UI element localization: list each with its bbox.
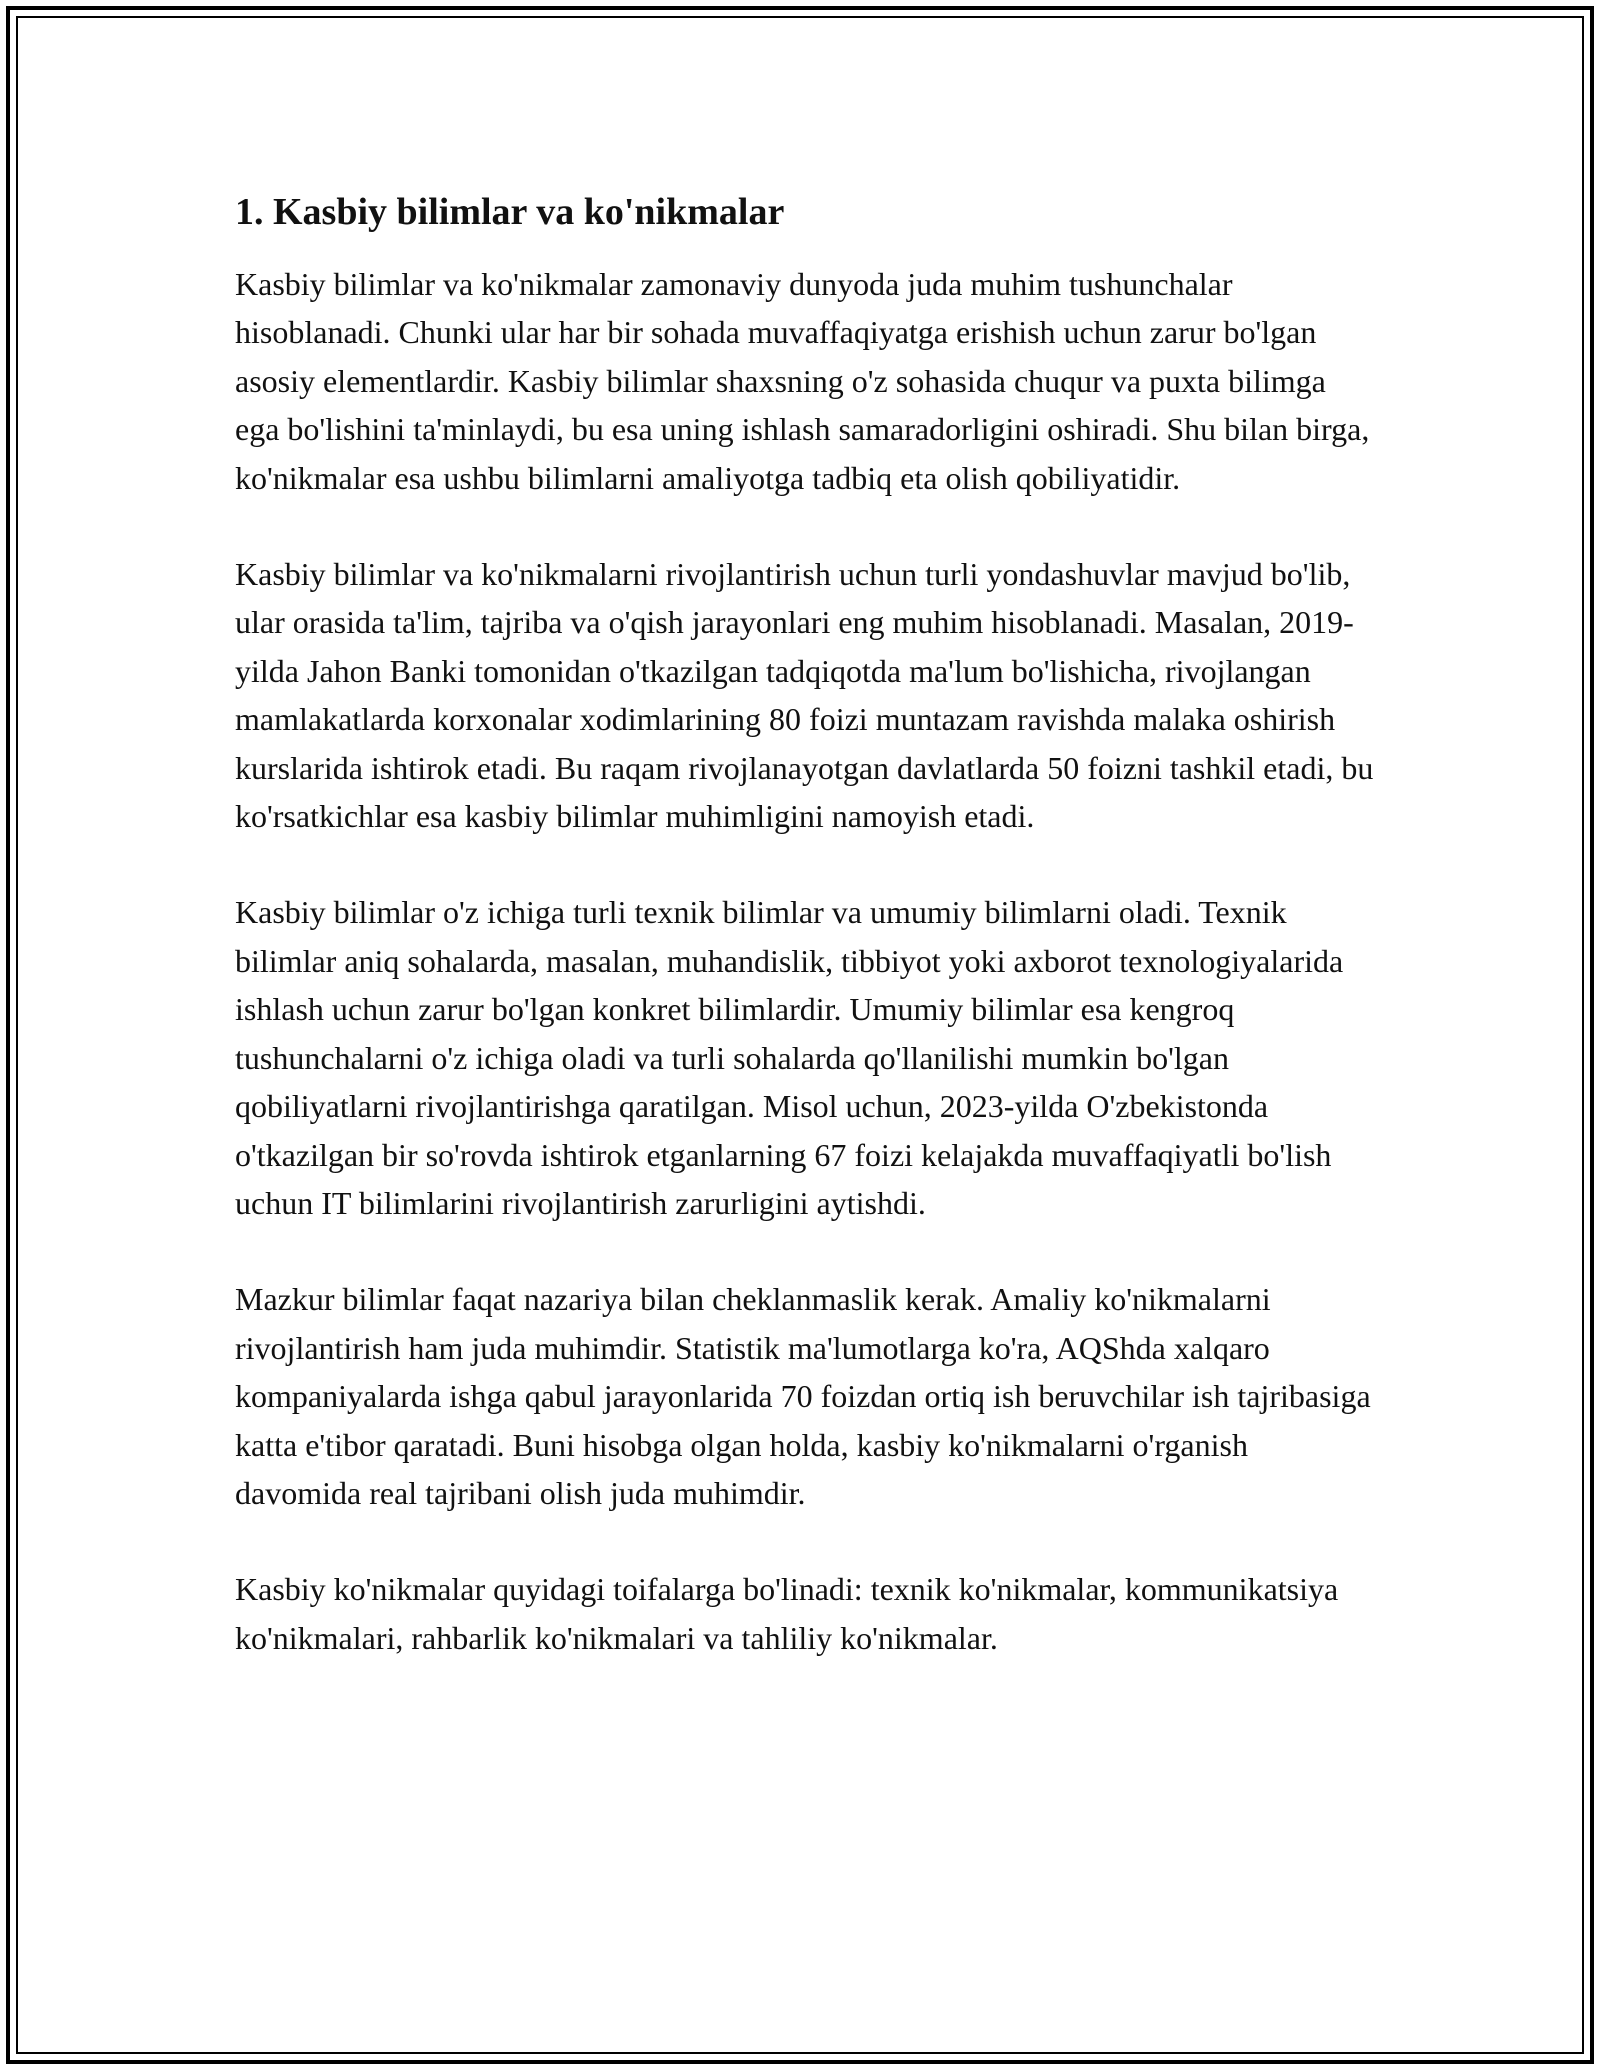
paragraph-5: Kasbiy ko'nikmalar quyidagi toifalarga bo'linadi: texnik ko'nikmalar, kommunikatsiya ko'nikmalari, rahbarlik ko'nikmalari va tahliliy ko'nikmalar. (235, 1571, 1339, 1656)
paragraph-4: Mazkur bilimlar faqat nazariya bilan cheklanmaslik kerak. Amaliy ko'nikmalarni rivojlantirish ham juda muhimdir. Statistik ma'lumotlarga ko'ra, AQShda xalqaro kompaniyalarda ishga qabul jarayonlarida 70 foizdan ortiq ish beruvchilar ish tajribasiga katta e'tibor qaratadi. Buni hisobga olgan holda, kasbiy ko'nikmalarni o'rganish davomida real tajribani olish juda muhimdir. (235, 1281, 1371, 1511)
section-heading: 1. Kasbiy bilimlar va ko'nikmalar (235, 191, 785, 233)
paragraph-2: Kasbiy bilimlar va ko'nikmalarni rivojlantirish uchun turli yondashuvlar mavjud bo'lib, ular orasida ta'lim, tajriba va o'qish jarayonlari eng muhim hisoblanadi. Masalan, 2019-yilda Jahon Banki tomonidan o'tkazilgan tadqiqotda ma'lum bo'lishicha, rivojlangan mamlakatlarda korxonalar xodimlarining 80 foizi muntazam ravishda malaka oshirish kurslarida ishtirok etadi. Bu raqam rivojlanayotgan davlatlarda 50 foizni tashkil etadi, bu ko'rsatkichlar esa kasbiy bilimlar muhimligini namoyish etadi. (235, 556, 1374, 835)
document-body (235, 188, 1375, 1710)
paragraph-1: Kasbiy bilimlar va ko'nikmalar zamonaviy dunyoda juda muhim tushunchalar hisoblanadi. Chunki ular har bir sohada muvaffaqiyatga erishish uchun zarur bo'lgan asosiy elementlardir. Kasbiy bilimlar shaxsning o'z sohasida chuqur va puxta bilimga ega bo'lishini ta'minlaydi, bu esa uning ishlash samaradorligini oshiradi. Shu bilan birga, ko'nikmalar esa ushbu bilimlarni amaliyotga tadbiq eta olish qobiliyatidir. (235, 266, 1370, 496)
paragraph-3: Kasbiy bilimlar o'z ichiga turli texnik bilimlar va umumiy bilimlarni oladi. Texnik bilimlar aniq sohalarda, masalan, muhandislik, tibbiyot yoki axborot texnologiyalarida ishlash uchun zarur bo'lgan konkret bilimlardir. Umumiy bilimlar esa kengroq tushunchalarni o'z ichiga oladi va turli sohalarda qo'llanilishi mumkin bo'lgan qobiliyatlarni rivojlantirishga qaratilgan. Misol uchun, 2023-yilda O'zbekistonda o'tkazilgan bir so'rovda ishtirok etganlarning 67 foizi kelajakda muvaffaqiyatli bo'lish uchun IT bilimlarini rivojlantirish zarurligini aytishdi. (235, 894, 1344, 1221)
